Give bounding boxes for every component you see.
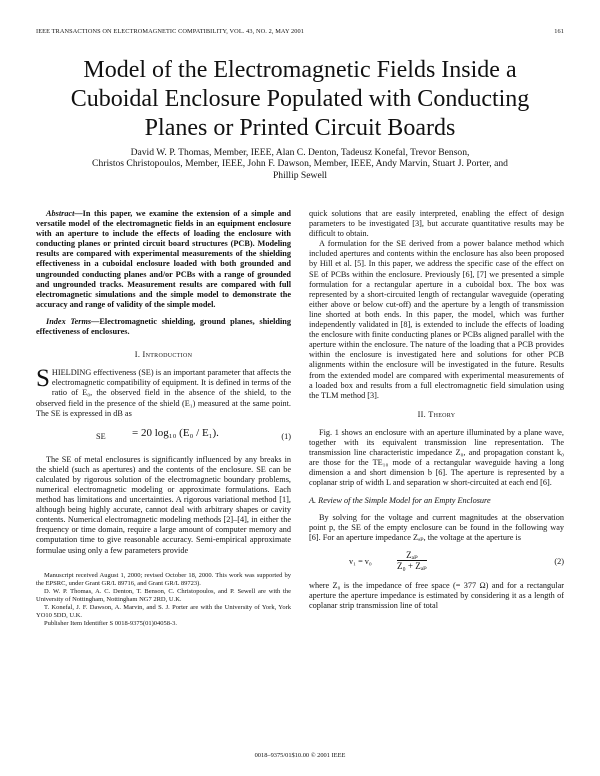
footnote-affiliation-nottingham: D. W. P. Thomas, A. C. Denton, T. Benson, C. Christopoulos, and P. Sewell are with the University of Nottingham, Nottingham NG7 2RD, U.K. [36,587,291,603]
theory-paragraph-1: Fig. 1 shows an enclosure with an aperture illuminated by a plane wave, together with its equivalent transmission line representation. The transmission line characteristic impedance Z₀, and propagation constant k₀ are those for the TE₁₀ mode of a rectangular waveguide having a long dimension a and short dimension b [6]. The aperture is represented by a coplanar strip of width L and separation w short-circuited at each end [6]. [309,427,564,488]
abstract-text: In this paper, we examine the extension of a simple and versatile model of the electromagnetic fields in an equipment enclosure with an aperture to include the effects of loading the enclosure with conducting planes or printed circuit board structures (PCB). Modeling results are compared with experimental measurements of the shielding effectiveness in a cuboidal enclosure loaded with both grounded and ungrounded conducting planes and/or PCBs with a range of grounded and ungrounded tracks. Measurement results are compared with full electromagnetic simulations and the simple model to demonstrate the accuracy and range of validity of the simple model. [36,209,291,309]
footnote-manuscript: Manuscript received August 1, 2000; revised October 18, 2000. This work was supported by the EPSRC, under Grant GR/L 89716, and Grant GR/L 89723). [36,571,291,587]
footnote-publisher-id: Publisher Item Identifier S 0018-9375(01)04058-3. [44,619,178,627]
footnotes [36,572,291,628]
subsection-heading-a: A. Review of the Simple Model for an Empty Enclosure [309,496,491,506]
paper-title: Model of the Electromagnetic Fields Inside a Cuboidal Enclosure Populated with Conducting Planes or Printed Circuit Boards [70,57,530,141]
equation-2-lhs: v₁ = v₀ [349,556,372,566]
equation-2-numerator: Zₐₚ [397,550,427,561]
intro-p1-text: HIELDING effectiveness (SE) is an important parameter that affects the electromagnetic compatibility of equipment. It is defined in terms of the ratio of E₀, the observed field in the absence of the shield, to the observed field in the presence of the shield (E₁) measured at the same point. The SE is expressed in dB as [36,368,291,418]
equation-1 [36,424,291,450]
subsection-paragraph-2: where Z₀ is the impedance of free space (= 377 Ω) and for a rectangular aperture the aperture impedance is estimated by considering it as a length of coplanar strip transmission line of total [309,580,564,610]
dropcap-letter: S [36,365,50,393]
intro-paragraph-1 [36,365,291,418]
abstract-label: Abstract— [46,209,83,218]
equation-2-denominator: Z₀ + Zₐₚ [397,560,427,571]
footnote-affiliation-york: T. Konefal, J. F. Dawson, A. Marvin, and S. J. Porter are with the University of York, York YO10 5DD, U.K. [36,603,291,619]
equation-1-number: (1) [281,431,291,441]
index-terms [36,317,291,337]
index-terms-text: Electromagnetic shielding, ground planes, shielding effectiveness of enclosures. [36,316,291,337]
abstract [36,209,291,310]
left-column [36,209,291,628]
subsection-paragraph-1: By solving for the voltage and current magnitudes at the observation point p, the SE of the empty enclosure can be found in the following way [6]. For an aperture impedance Zₐₚ, the voltage at the aperture is [309,512,564,542]
right-paragraph-1: quick solutions that are easily interpreted, enabling the effect of design parameters to be investigated [3], but accurate quantitative results may be difficult to obtain. [309,209,564,239]
equation-2-fraction [397,550,427,571]
author-line-1: David W. P. Thomas, Member, IEEE, Alan C. Denton, Tadeusz Konefal, Trevor Benson, [130,147,470,158]
author-list [40,147,560,181]
equation-1-label: SE [96,431,106,441]
page-number: 161 [554,28,564,35]
author-line-3: Phillip Sewell [272,169,328,181]
journal-header: IEEE TRANSACTIONS ON ELECTROMAGNETIC COMPATIBILITY, VOL. 43, NO. 2, MAY 2001 [36,28,305,35]
author-line-2: Christos Christopoulos, Member, IEEE, John F. Dawson, Member, IEEE, Andy Marvin, Stuart J. Porter, and [92,158,508,170]
equation-2 [309,548,564,576]
equation-2-number: (2) [554,556,564,566]
right-column [309,209,564,611]
intro-paragraph-2: The SE of metal enclosures is significantly influenced by any breaks in the shield (such as apertures) and the contents of the enclosure. SE can be calculated by rigorous solution of the electromagnetic boundary problems, numerical electromagnetic modeling or approximate formulations. Each method has limitations and uncertainties. A rigorous variational method [1], although being highly accurate, cannot deal with arbitrary shapes or cavity contents. Numerical electromagnetic modeling methods [2]–[4], in either the frequency or time domain, require a large amount of computer memory and computation time to give reasonable accuracy. Semi-empirical approximate formulae using only a few parameters provide [36,454,291,555]
running-head [36,28,564,35]
index-terms-label: Index Terms— [46,316,100,326]
right-paragraph-2: A formulation for the SE derived from a power balance method which included apertures and contents within the enclosure has also been proposed by Hill et al. [5]. In this paper, we address the specific case of the effect on SE of PCBs within the enclosure. Previously [6], [7] we presented a simple formulation for a rectangular aperture in a cuboidal box. The box was represented by a short-circuited length of rectangular waveguide (operating either above or below cut-off) and the aperture by a length of transmission line shorted at both ends. In this paper, the model, which was further independently validated in [8], is extended to include the effects of loading the enclosure with finite conducting planes or PCBs aligned parallel with the aperture within the enclosure. The nature of the loading that a PCB provides within the enclosure is investigated here and solutions for other PCB alignments within the enclosure will be investigated in the future. Results from the extended model are compared with experimental measurements of a loaded box and results from a full electromagnetic field simulation using the TLM method [3]. [309,239,564,400]
copyright-line: 0018–9375/01$10.00 © 2001 IEEE [254,752,346,759]
section-heading-theory: II. Theory [417,409,456,419]
section-heading-introduction: I. Introduction [134,350,193,360]
equation-1-body: = 20 log₁₀ (E₀ / E₁). [132,426,219,439]
